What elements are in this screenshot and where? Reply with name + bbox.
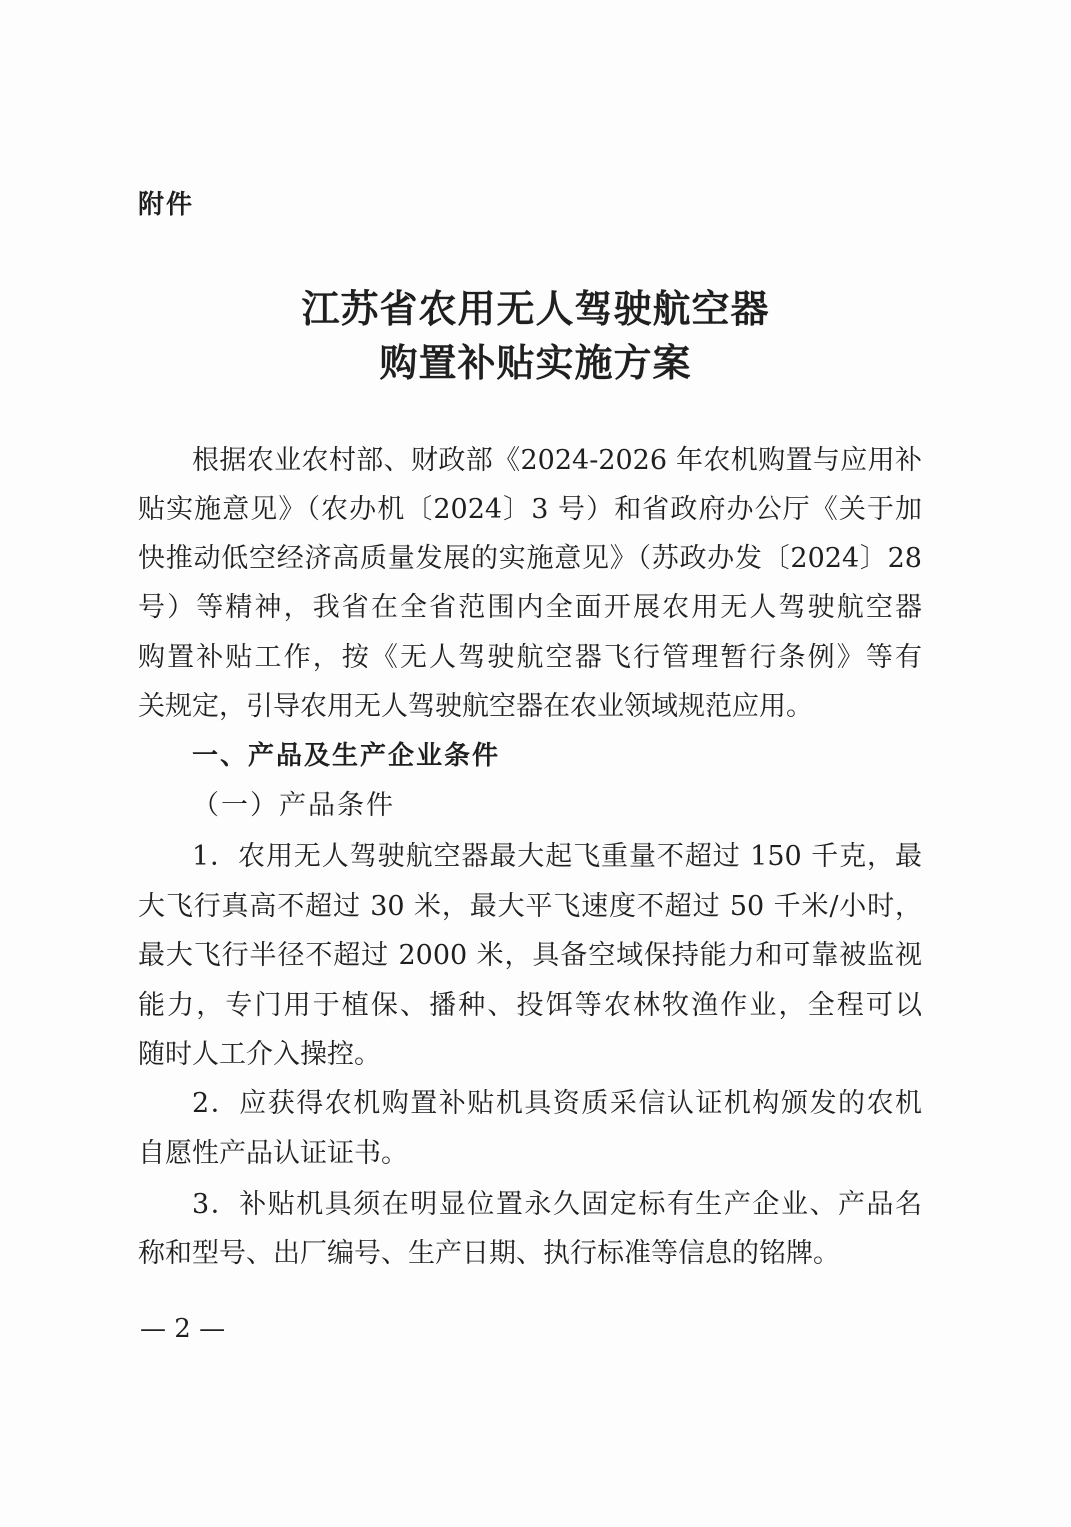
intro-line: 根据农业农村部、财政部《2024-2026 年农机购置与应用补 [192,445,922,476]
item2-line: 自愿性产品认证证书。 [138,1138,408,1169]
intro-line: 快推动低空经济高质量发展的实施意见》（苏政办发〔2024〕28 [138,543,922,574]
item1-line: 大飞行真高不超过 30 米，最大平飞速度不超过 50 千米/小时， [138,891,922,922]
subsection-heading: （一）产品条件 [192,790,395,821]
attachment-label: 附件 [138,190,195,220]
item3-line: 称和型号、出厂编号、生产日期、执行标准等信息的铭牌。 [138,1238,840,1269]
item1-line: 最大飞行半径不超过 2000 米，具备空域保持能力和可靠被监视 [138,940,922,971]
section-heading: 一、产品及生产企业条件 [192,741,501,771]
document-title-line-1: 江苏省农用无人驾驶航空器 [301,286,770,331]
intro-line: 关规定，引导农用无人驾驶航空器在农业领域规范应用。 [138,691,813,722]
intro-line: 号）等精神，我省在全省范围内全面开展农用无人驾驶航空器 [138,592,922,623]
item3-line: 3．补贴机具须在明显位置永久固定标有生产企业、产品名 [192,1189,922,1220]
intro-line: 贴实施意见》（农办机〔2024〕3 号）和省政府办公厅《关于加 [138,494,922,525]
intro-line: 购置补贴工作，按《无人驾驶航空器飞行管理暂行条例》等有 [138,642,922,673]
item1-line: 能力，专门用于植保、播种、投饵等农林牧渔作业，全程可以 [138,990,922,1021]
item1-line: 1．农用无人驾驶航空器最大起飞重量不超过 150 千克，最 [192,841,922,872]
item1-line: 随时人工介入操控。 [138,1039,381,1070]
item2-line: 2．应获得农机购置补贴机具资质采信认证机构颁发的农机 [192,1088,922,1119]
document-title-line-2: 购置补贴实施方案 [379,340,692,385]
page-number: — 2 — [140,1314,226,1344]
